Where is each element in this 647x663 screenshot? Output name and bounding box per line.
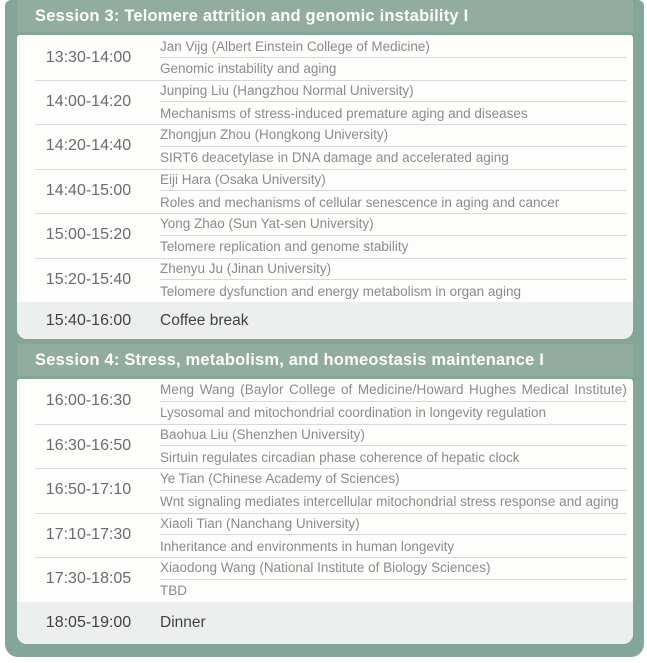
speaker-cell: Yong Zhao (Sun Yat-sen University) xyxy=(160,213,627,236)
speaker-cell: Xiaodong Wang (National Institute of Biology Sciences) xyxy=(160,557,627,580)
slot-lines xyxy=(160,169,633,214)
session-table xyxy=(17,379,633,644)
time-cell: 16:30-16:50 xyxy=(45,436,132,454)
speaker-cell: Meng Wang (Baylor College of Medicine/Howard Hughes Medical Institute) xyxy=(160,379,627,402)
talk-title-cell: Lysosomal and mitochondrial coordination in longevity regulation xyxy=(160,405,546,421)
slot-lines xyxy=(160,379,633,424)
slot-lines xyxy=(160,80,633,125)
program-card xyxy=(5,0,644,657)
schedule-row xyxy=(17,424,633,469)
break-time-cell: 15:40-16:00 xyxy=(45,311,132,329)
session-title: Session 3: Telomere attrition and genomic instability I xyxy=(35,6,469,25)
schedule-row xyxy=(17,468,633,513)
time-cell: 15:00-15:20 xyxy=(45,226,132,244)
session-header xyxy=(17,344,633,376)
schedule-row xyxy=(17,557,633,602)
schedule-row xyxy=(17,80,633,125)
time-cell: 17:10-17:30 xyxy=(45,525,132,543)
schedule-row xyxy=(17,124,633,169)
time-cell: 16:50-17:10 xyxy=(45,481,132,499)
slot-lines xyxy=(160,36,633,80)
slot-lines xyxy=(160,213,633,258)
break-time-cell: 18:05-19:00 xyxy=(45,613,132,631)
talk-title-cell: Wnt signaling mediates intercellular mitochondrial stress response and aging xyxy=(160,494,619,510)
time-cell: 13:30-14:00 xyxy=(45,48,132,66)
speaker-cell: Zhenyu Ju (Jinan University) xyxy=(160,258,627,281)
talk-title-cell: Roles and mechanisms of cellular senescence in aging and cancer xyxy=(160,194,560,210)
break-label: Coffee break xyxy=(160,311,249,329)
schedule-row xyxy=(17,213,633,258)
break-label: Dinner xyxy=(160,613,206,631)
schedule-row xyxy=(17,169,633,214)
slot-lines xyxy=(160,513,633,558)
talk-title-cell: Mechanisms of stress-induced premature aging and diseases xyxy=(160,105,528,121)
slot-lines xyxy=(160,468,633,513)
speaker-cell: Zhongjun Zhou (Hongkong University) xyxy=(160,124,627,147)
break-row xyxy=(17,302,633,339)
talk-title-cell: Genomic instability and aging xyxy=(160,61,337,77)
speaker-cell: Jan Vijg (Albert Einstein College of Medicine) xyxy=(160,36,627,58)
speaker-cell: Ye Tian (Chinese Academy of Sciences) xyxy=(160,468,627,491)
time-cell: 14:00-14:20 xyxy=(45,92,132,110)
session-table xyxy=(17,35,633,339)
schedule-row xyxy=(17,379,633,424)
slot-lines xyxy=(160,258,633,303)
schedule-row xyxy=(17,258,633,303)
slot-lines xyxy=(160,424,633,469)
session-header xyxy=(17,0,633,32)
break-row xyxy=(17,602,633,644)
speaker-cell: Baohua Liu (Shenzhen University) xyxy=(160,424,627,447)
schedule-row xyxy=(17,35,633,80)
talk-title-cell: Inheritance and environments in human longevity xyxy=(160,538,455,554)
talk-title-cell: Telomere dysfunction and energy metabolism in organ aging xyxy=(160,283,521,299)
talk-title-cell: Sirtuin regulates circadian phase coherence of hepatic clock xyxy=(160,449,520,465)
schedule-row xyxy=(17,513,633,558)
time-cell: 16:00-16:30 xyxy=(45,392,132,410)
schedule xyxy=(17,0,633,644)
talk-title-cell: SIRT6 deacetylase in DNA damage and accelerated aging xyxy=(160,150,509,166)
time-cell: 17:30-18:05 xyxy=(45,570,132,588)
speaker-cell: Junping Liu (Hangzhou Normal University) xyxy=(160,80,627,103)
speaker-cell: Xiaoli Tian (Nanchang University) xyxy=(160,513,627,536)
slot-lines xyxy=(160,124,633,169)
time-cell: 15:20-15:40 xyxy=(45,270,132,288)
session-title: Session 4: Stress, metabolism, and homeostasis maintenance I xyxy=(35,350,545,369)
speaker-cell: Eiji Hara (Osaka University) xyxy=(160,169,627,192)
slot-lines xyxy=(160,557,633,602)
talk-title-cell: TBD xyxy=(160,583,187,599)
time-cell: 14:40-15:00 xyxy=(45,181,132,199)
time-cell: 14:20-14:40 xyxy=(45,137,132,155)
talk-title-cell: Telomere replication and genome stability xyxy=(160,239,409,255)
